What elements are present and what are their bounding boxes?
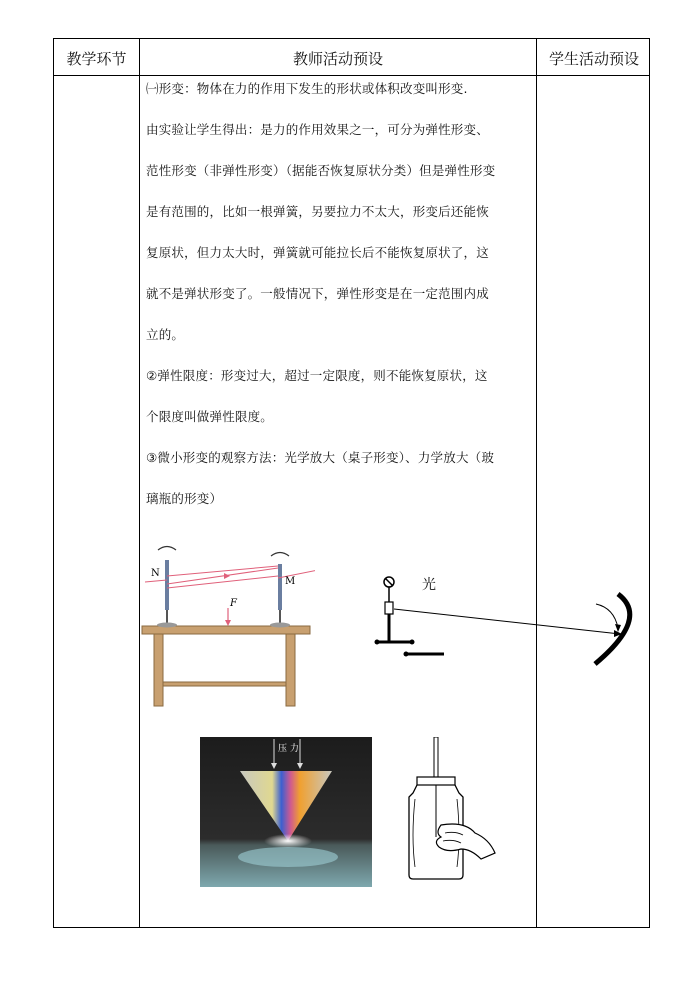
header-student-activity: 学生活动预设 <box>548 50 639 68</box>
photoelastic-figure <box>200 737 372 887</box>
content-line: 范性形变（非弹性形变）（据能否恢复原状分类）但是弹性形变 <box>146 163 496 178</box>
header-teaching-stage: 教学环节 <box>66 50 127 68</box>
svg-text:压 力: 压 力 <box>278 744 299 754</box>
content-line: 复原状，但力太大时，弹簧就可能拉长后不能恢复原状了，这 <box>146 245 489 260</box>
content-line: 立的。 <box>146 327 185 342</box>
light-ray-figure <box>390 590 650 670</box>
content-line: ㈠形变：物体在力的作用下发生的形状或体积改变叫形变. <box>146 81 468 96</box>
table-mirror-figure <box>140 540 315 710</box>
column-divider <box>139 39 140 927</box>
content-line: 是有范围的，比如一根弹簧，另要拉力不太大，形变后还能恢 <box>146 204 489 219</box>
light-label: 光 <box>422 577 436 593</box>
svg-text:N: N <box>151 568 160 579</box>
content-line: 个限度叫做弹性限度。 <box>146 409 274 424</box>
teacher-activity-content <box>146 77 538 528</box>
svg-text:M: M <box>285 576 296 587</box>
header-teacher-activity: 教师活动预设 <box>292 50 383 68</box>
svg-text:F: F <box>230 598 237 609</box>
content-line: 由实验让学生得出：是力的作用效果之一，可分为弹性形变、 <box>146 122 489 137</box>
header-divider <box>54 75 649 76</box>
content-line: 就不是弹状形变了。一般情况下，弹性形变是在一定范围内成 <box>146 286 489 301</box>
content-line: ②弹性限度：形变过大，超过一定限度，则不能恢复原状，这 <box>146 368 488 383</box>
glass-bottle-figure <box>405 737 500 882</box>
content-line: ③微小形变的观察方法：光学放大（桌子形变）、力学放大（玻 <box>146 450 495 465</box>
content-line: 璃瓶的形变） <box>146 491 223 506</box>
